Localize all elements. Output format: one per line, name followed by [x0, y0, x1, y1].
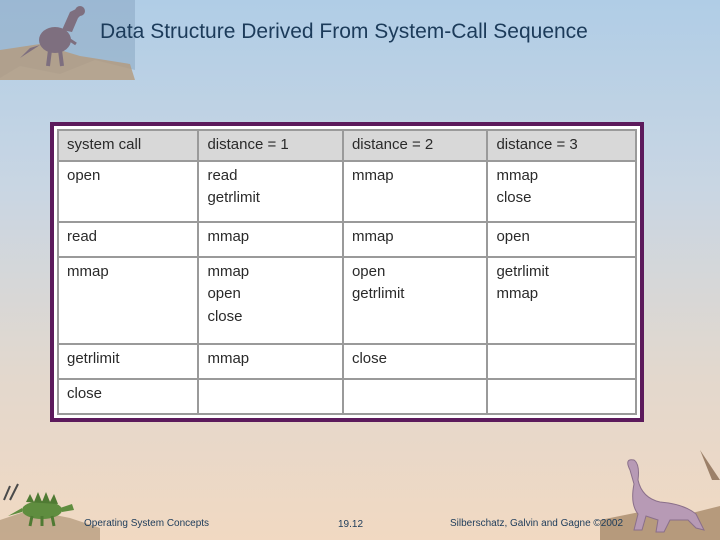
cell-text: mmap — [351, 227, 394, 245]
system-call-table — [57, 129, 637, 415]
cell-text: mmap — [496, 285, 539, 303]
dinosaur-bottom-left-icon — [0, 480, 100, 540]
table-cell — [58, 344, 198, 379]
cell-text: open — [207, 285, 241, 303]
table-row — [58, 222, 636, 257]
footer-course-title: Operating System Concepts — [84, 518, 210, 529]
cell-text: close — [67, 384, 103, 402]
table-cell — [343, 222, 488, 257]
table-header-row — [58, 130, 636, 161]
cell-text: close — [496, 189, 532, 206]
table-cell — [198, 379, 343, 414]
table-row — [58, 379, 636, 414]
cell-text: mmap — [67, 262, 109, 280]
table-cell — [343, 257, 488, 344]
cell-text: mmap — [496, 166, 539, 184]
table-cell — [343, 161, 488, 222]
cell-text: open — [496, 227, 530, 245]
footer-copyright: Silberschatz, Galvin and Gagne ©2002 — [450, 518, 624, 529]
table-cell — [487, 257, 636, 344]
cell-text: getrlimit — [207, 189, 260, 206]
table-cell — [343, 379, 488, 414]
slide-title: Data Structure Derived From System-Call Sequence — [100, 20, 588, 43]
column-header: system call — [58, 130, 198, 161]
table-row — [58, 344, 636, 379]
table-cell — [487, 222, 636, 257]
table-cell — [198, 222, 343, 257]
table-row — [58, 161, 636, 222]
cell-text: read — [67, 227, 98, 245]
column-header: distance = 3 — [487, 130, 636, 161]
cell-text: close — [351, 349, 387, 367]
cell-text: close — [207, 307, 243, 325]
table-cell — [487, 161, 636, 222]
table-cell — [343, 344, 488, 379]
table-cell — [198, 161, 343, 222]
cell-text: mmap — [351, 166, 394, 184]
table-row — [58, 257, 636, 344]
column-header: distance = 1 — [198, 130, 343, 161]
table-cell — [58, 257, 198, 344]
table-cell — [487, 344, 636, 379]
column-header: distance = 2 — [343, 130, 488, 161]
table-cell — [198, 257, 343, 344]
footer-page-number: 19.12 — [338, 519, 364, 530]
cell-text: open — [351, 262, 386, 280]
cell-text: mmap — [207, 349, 250, 367]
table-frame — [50, 122, 644, 422]
table-cell — [58, 379, 198, 414]
cell-text: open — [67, 166, 101, 184]
table-cell — [198, 344, 343, 379]
cell-text: mmap — [207, 227, 250, 245]
cell-text: getrlimit — [496, 262, 549, 280]
cell-text: read — [207, 166, 238, 184]
cell-text: getrlimit — [351, 285, 405, 303]
cell-text: mmap — [207, 262, 250, 280]
cell-text: getrlimit — [67, 349, 120, 367]
table-cell — [58, 161, 198, 222]
table-inner — [54, 126, 640, 418]
table-cell — [58, 222, 198, 257]
table-cell — [487, 379, 636, 414]
